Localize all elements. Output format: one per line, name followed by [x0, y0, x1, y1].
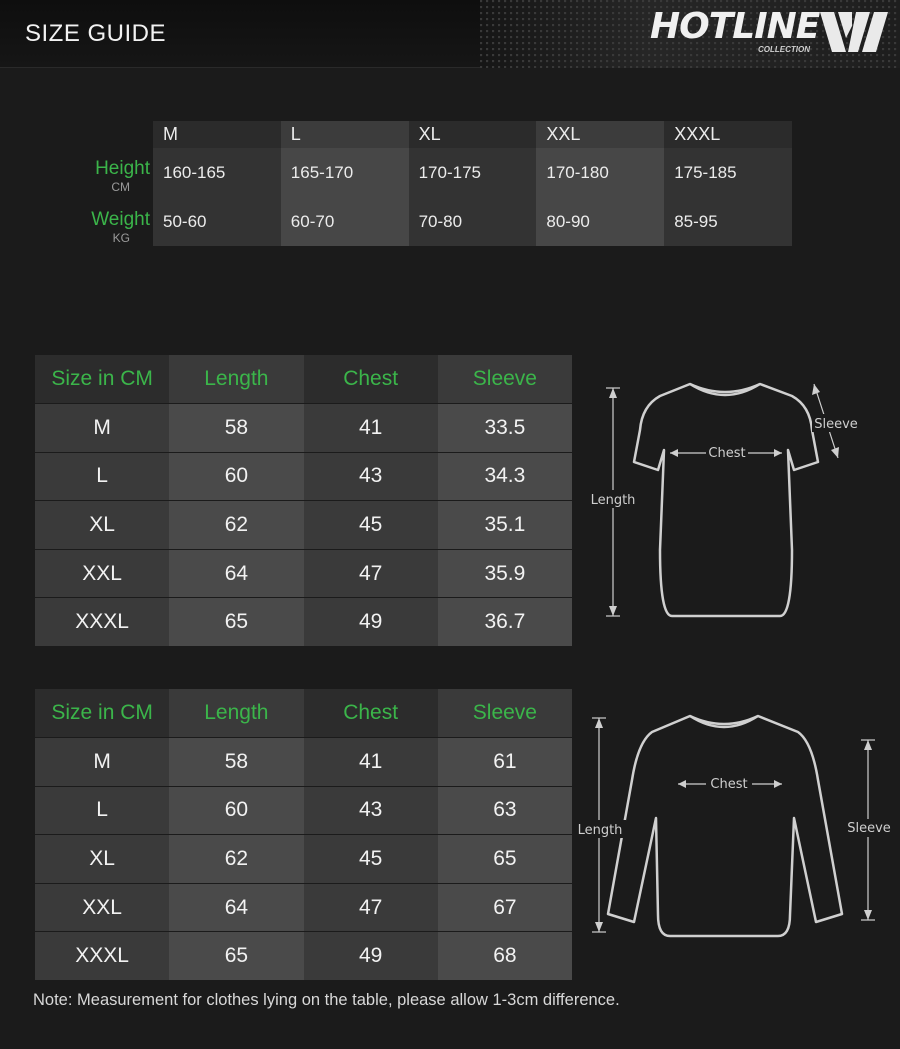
table-cell: 67 — [438, 884, 572, 932]
table-cell: 47 — [304, 550, 438, 598]
table-cell: 165-170 — [281, 148, 409, 197]
table-cell: 45 — [304, 835, 438, 883]
column-header: Length — [169, 355, 303, 403]
table-cell: 65 — [438, 835, 572, 883]
table-cell: 43 — [304, 453, 438, 501]
table-cell: 61 — [438, 738, 572, 786]
table-header-row — [153, 121, 792, 148]
table-cell: 60 — [169, 453, 303, 501]
length-label: Length — [577, 823, 623, 838]
size-header: XXXL — [664, 121, 792, 148]
sleeve-label: Sleeve — [814, 417, 858, 432]
table-cell: XXL — [35, 884, 169, 932]
height-unit: CM — [111, 180, 130, 194]
weight-unit: KG — [112, 231, 130, 245]
table-row — [35, 883, 572, 932]
weight-row-label — [40, 209, 150, 245]
table-cell: 45 — [304, 501, 438, 549]
table-cell: 60 — [169, 787, 303, 835]
table-cell: 47 — [304, 884, 438, 932]
table-cell: M — [35, 404, 169, 452]
short-sleeve-size-table — [35, 355, 572, 646]
long-sleeve-size-table — [35, 689, 572, 980]
table-cell: 36.7 — [438, 598, 572, 646]
table-cell: 63 — [438, 787, 572, 835]
table-cell: XXL — [35, 550, 169, 598]
table-cell: XXXL — [35, 598, 169, 646]
logo-text: HOTLINE — [650, 6, 820, 47]
table-row — [35, 737, 572, 786]
body-measurement-table — [153, 121, 792, 246]
table-cell: 50-60 — [153, 197, 281, 246]
column-header: Chest — [304, 689, 438, 737]
table-cell: 65 — [169, 932, 303, 980]
table-cell: 35.1 — [438, 501, 572, 549]
short-sleeve-tshirt-diagram — [580, 370, 890, 630]
table-cell: 60-70 — [281, 197, 409, 246]
table-cell: L — [35, 453, 169, 501]
table-cell: 170-180 — [536, 148, 664, 197]
table-cell: 65 — [169, 598, 303, 646]
height-label: Height — [95, 158, 150, 179]
table-row — [153, 148, 792, 197]
column-header: Size in CM — [35, 355, 169, 403]
table-cell: 41 — [304, 738, 438, 786]
long-sleeve-shirt-diagram — [572, 710, 897, 950]
header-bar — [0, 0, 900, 68]
table-cell: 62 — [169, 501, 303, 549]
table-cell: 58 — [169, 404, 303, 452]
size-header: XL — [409, 121, 537, 148]
table-cell: 160-165 — [153, 148, 281, 197]
table-row — [35, 403, 572, 452]
table-cell: 62 — [169, 835, 303, 883]
table-row — [35, 931, 572, 980]
column-header: Sleeve — [438, 689, 572, 737]
table-cell: 35.9 — [438, 550, 572, 598]
chest-label: Chest — [708, 446, 746, 461]
column-header: Chest — [304, 355, 438, 403]
table-header-row — [35, 355, 572, 403]
chest-label: Chest — [710, 777, 748, 792]
table-cell: 70-80 — [409, 197, 537, 246]
table-cell: L — [35, 787, 169, 835]
table-cell: 64 — [169, 884, 303, 932]
brand-logo — [480, 0, 900, 68]
table-cell: M — [35, 738, 169, 786]
table-cell: 58 — [169, 738, 303, 786]
page-title: SIZE GUIDE — [25, 20, 167, 47]
table-row — [35, 786, 572, 835]
table-cell: 43 — [304, 787, 438, 835]
table-row — [35, 500, 572, 549]
table-row — [153, 197, 792, 246]
table-cell: 85-95 — [664, 197, 792, 246]
logo-slash-icon — [820, 8, 900, 56]
table-cell: XXXL — [35, 932, 169, 980]
length-label: Length — [590, 493, 636, 508]
size-header: L — [281, 121, 409, 148]
table-cell: 33.5 — [438, 404, 572, 452]
table-cell: 34.3 — [438, 453, 572, 501]
table-row — [35, 452, 572, 501]
size-header: M — [153, 121, 281, 148]
table-header-row — [35, 689, 572, 737]
table-cell: 68 — [438, 932, 572, 980]
table-cell: 175-185 — [664, 148, 792, 197]
table-row — [35, 549, 572, 598]
table-cell: 170-175 — [409, 148, 537, 197]
table-cell: 49 — [304, 932, 438, 980]
table-cell: XL — [35, 835, 169, 883]
height-row-label — [40, 158, 150, 194]
table-cell: 64 — [169, 550, 303, 598]
column-header: Size in CM — [35, 689, 169, 737]
weight-label: Weight — [91, 209, 150, 230]
column-header: Length — [169, 689, 303, 737]
table-row — [35, 597, 572, 646]
table-cell: 80-90 — [536, 197, 664, 246]
table-cell: XL — [35, 501, 169, 549]
sleeve-label: Sleeve — [847, 821, 891, 836]
size-header: XXL — [536, 121, 664, 148]
table-cell: 49 — [304, 598, 438, 646]
table-cell: 41 — [304, 404, 438, 452]
column-header: Sleeve — [438, 355, 572, 403]
logo-subtext: COLLECTION — [758, 45, 810, 54]
table-row — [35, 834, 572, 883]
measurement-note: Note: Measurement for clothes lying on the table, please allow 1-3cm difference. — [33, 991, 620, 1009]
